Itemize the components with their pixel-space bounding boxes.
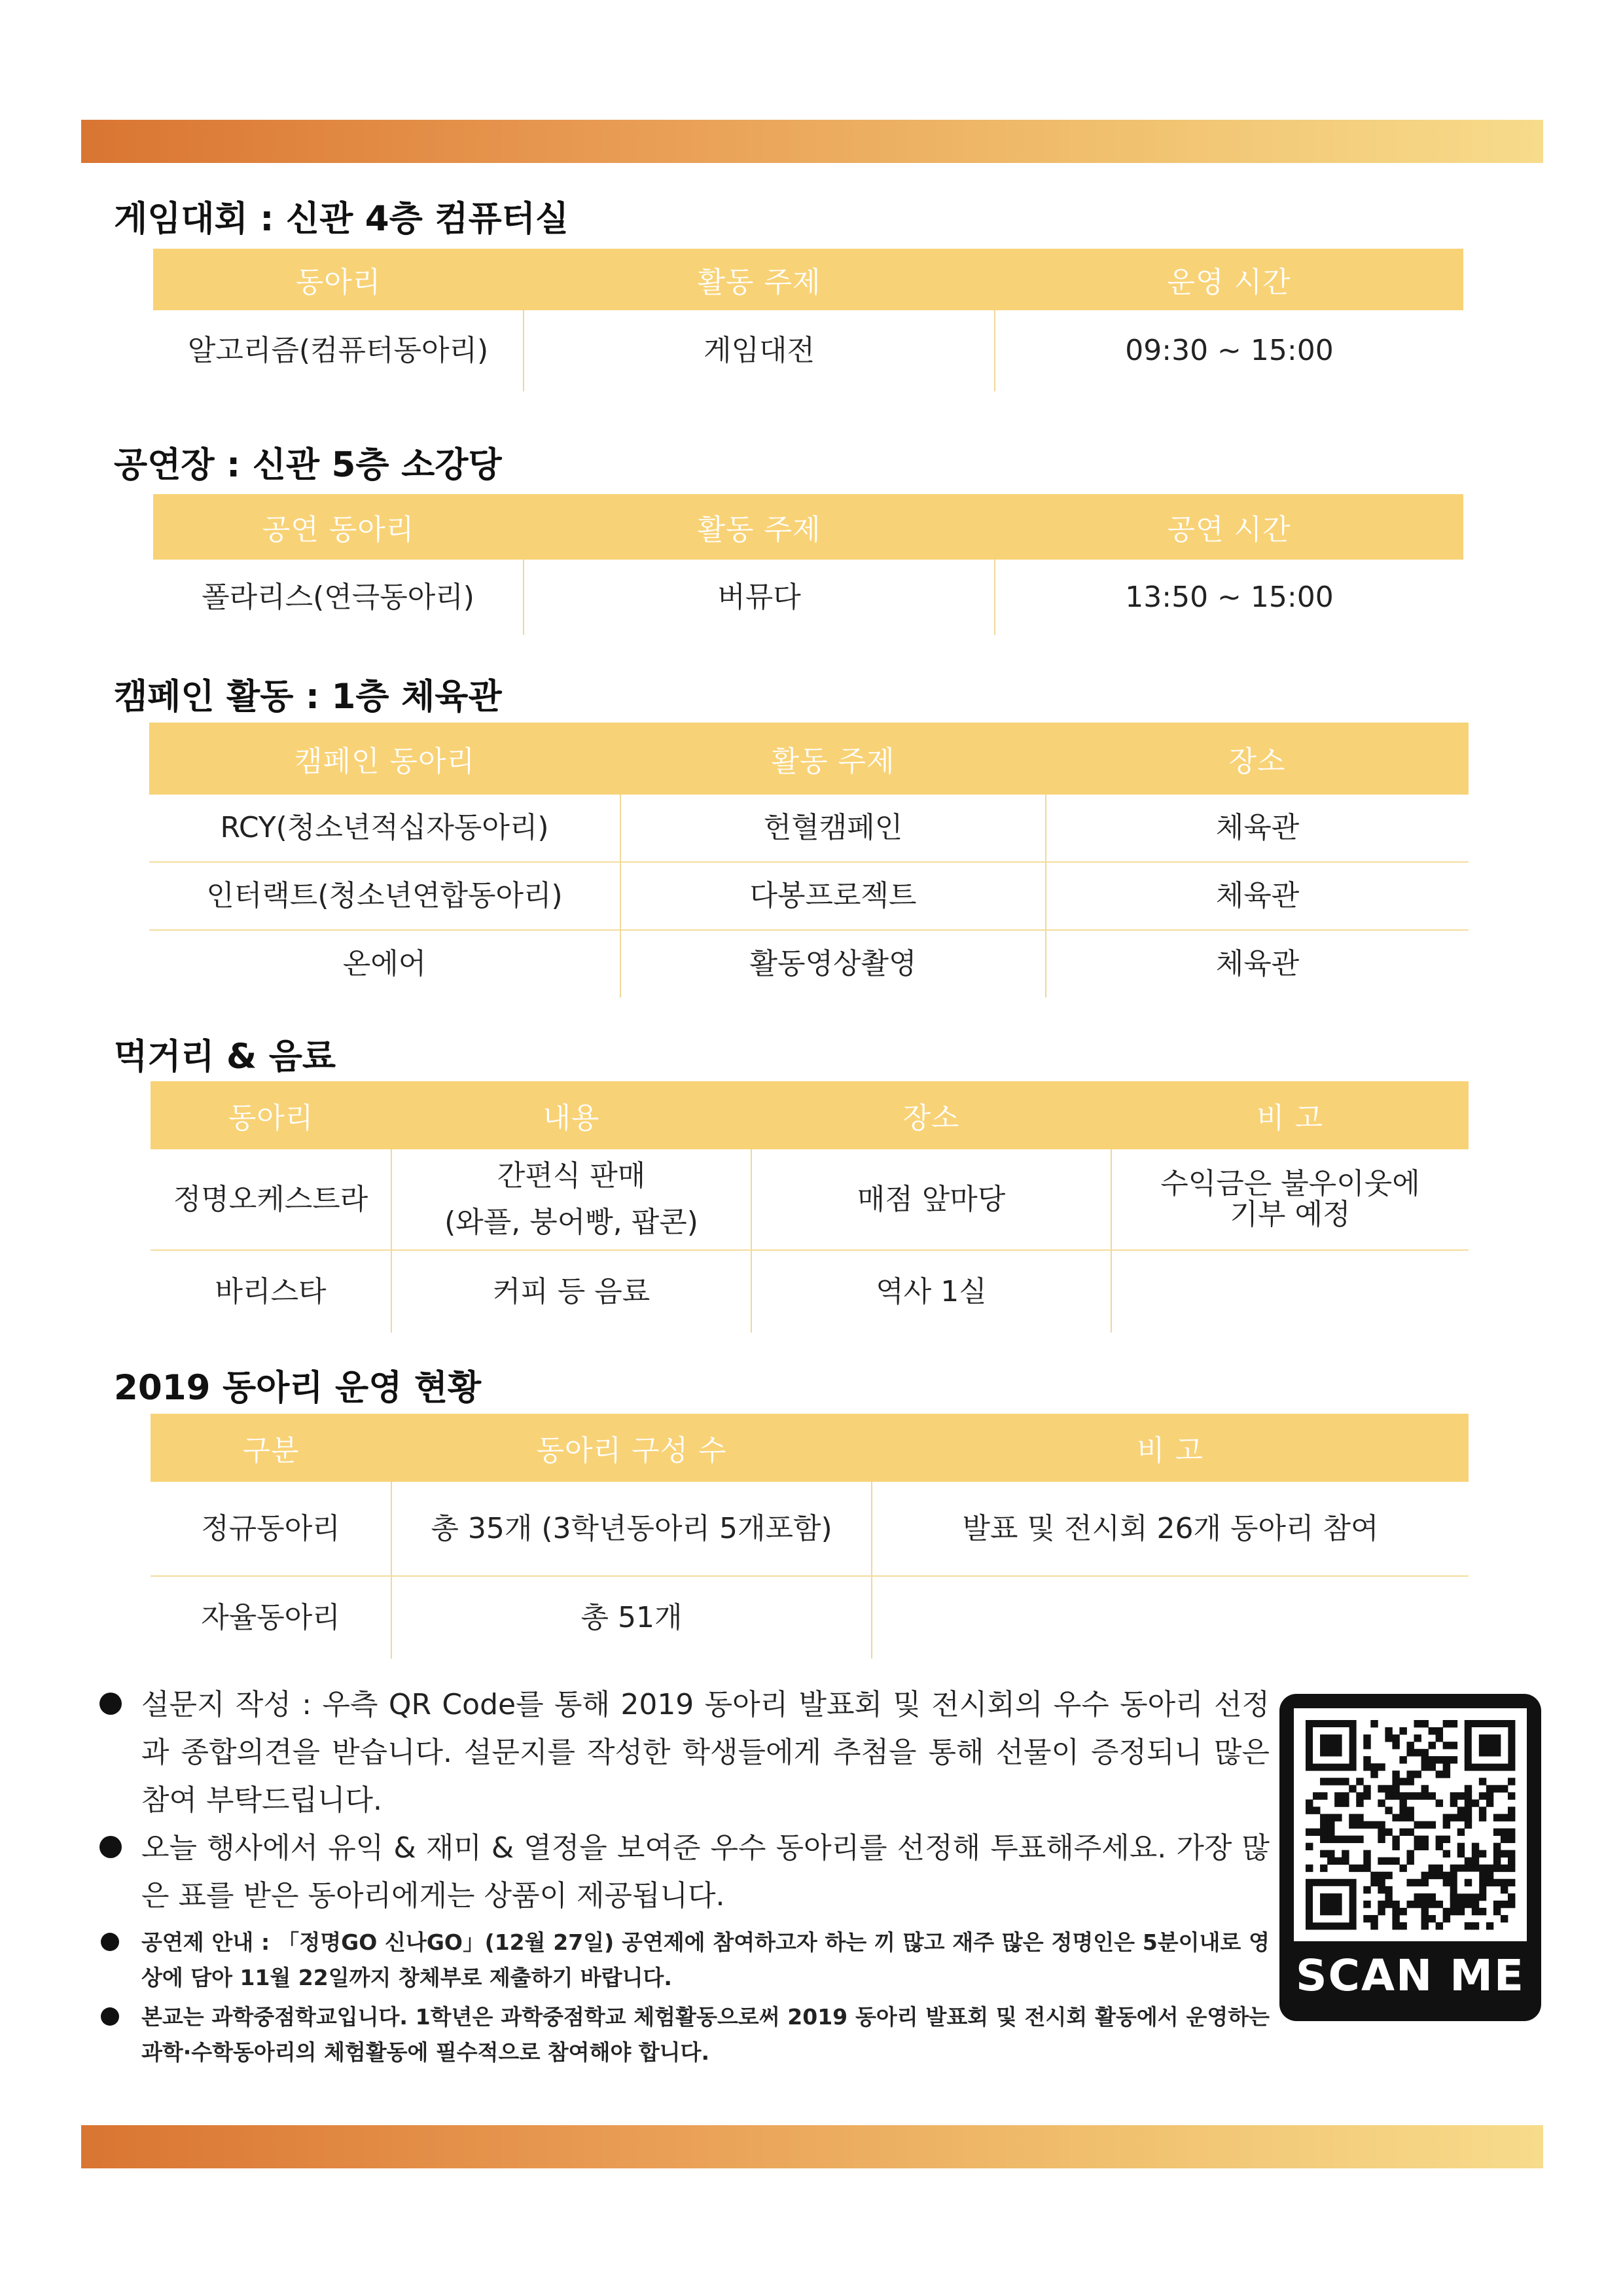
notice-survey [92,1681,1270,1824]
table-cell: 인터랙트(청소년연합동아리) [149,862,620,930]
table-row [149,930,1469,997]
status-table [151,1414,1469,1659]
qr-code-icon [1294,1708,1527,1941]
table-cell: 정명오케스트라 [151,1149,391,1250]
top-gradient-bar [81,120,1543,163]
table-row [151,1250,1469,1333]
table-cell: 역사 1실 [751,1250,1111,1333]
food-table [151,1081,1469,1333]
table-cell: 버뮤다 [524,560,995,635]
column-header: 공연 시간 [995,494,1463,560]
table-cell [391,1149,751,1250]
bullet-icon [101,1933,119,1951]
table-cell: 09:30 ~ 15:00 [995,310,1463,391]
table-row [151,1576,1469,1659]
notice-list [92,1681,1270,2070]
column-header: 캠페인 동아리 [149,723,620,795]
table-cell: RCY(청소년적십자동아리) [149,795,620,862]
notice-text: 설문지 작성 : 우측 QR Code를 통해 2019 동아리 발표회 및 전시회의 우수 동아리 선정과 종합의견을 받습니다. 설문지를 작성한 학생들에게 추첨을 통해 선물이 증정되니 많은 참여 부탁드립니다. [141,1688,1270,1817]
table-cell: 체육관 [1046,795,1469,862]
table-header-row [153,494,1463,560]
table-cell: 활동영상촬영 [620,930,1046,997]
table-cell [872,1576,1469,1659]
table-cell: 게임대전 [524,310,995,391]
table-row [149,862,1469,930]
column-header: 활동 주제 [524,494,995,560]
column-header: 구분 [151,1414,391,1482]
table-cell [1111,1149,1469,1250]
table-cell [1111,1250,1469,1333]
qr-code-card[interactable] [1279,1694,1541,2021]
section-title-stage: 공연장 : 신관 5층 소강당 [114,445,502,485]
scan-me-label: SCAN ME [1295,1950,1525,2001]
food-content-line-2: (와플, 붕어빵, 팝콘) [444,1205,698,1239]
game-table [153,249,1463,391]
column-header: 공연 동아리 [153,494,524,560]
table-cell: 발표 및 전시회 26개 동아리 참여 [872,1482,1469,1576]
notice-vote [92,1824,1270,1920]
table-header-row [153,249,1463,310]
table-cell: 알고리즘(컴퓨터동아리) [187,334,489,368]
notice-performance [92,1925,1270,1996]
column-header: 동아리 [151,1081,391,1149]
note-line-2: 기부 예정 [1230,1197,1351,1231]
column-header: 내용 [391,1081,751,1149]
table-cell: 커피 등 음료 [391,1250,751,1333]
column-header: 비 고 [872,1414,1469,1482]
table-row [153,310,1463,391]
bullet-icon [99,1836,122,1858]
table-row [149,795,1469,862]
table-cell: 폴라리스(연극동아리) [202,580,474,614]
notice-text: 오늘 행사에서 유익 & 재미 & 열정을 보여준 우수 동아리를 선정해 투표해주세요. 가장 많은 표를 받은 동아리에게는 상품이 제공됩니다. [141,1831,1270,1912]
bullet-icon [101,2007,119,2026]
table-cell: 정규동아리 [151,1482,391,1576]
table-cell: 체육관 [1046,862,1469,930]
bottom-gradient-bar [81,2125,1543,2168]
table-header-row [151,1414,1469,1482]
column-header: 활동 주제 [620,723,1046,795]
notice-text: 공연제 안내 : 「정명GO 신나GO」(12월 27일) 공연제에 참여하고자 하는 끼 많고 재주 많은 정명인은 5분이내로 영상에 담아 11월 22일까지 창체부로 제출하기 바랍니다. [141,1929,1270,1990]
notice-science [92,2000,1270,2070]
section-title-food: 먹거리 & 음료 [114,1037,336,1077]
table-cell: 총 51개 [391,1576,872,1659]
table-cell: 총 35개 (3학년동아리 5개포함) [391,1482,872,1576]
column-header: 장소 [751,1081,1111,1149]
food-content-line-1: 간편식 판매 [497,1159,646,1193]
section-title-game: 게임대회 : 신관 4층 컴퓨터실 [114,199,569,239]
table-cell: 헌혈캠페인 [620,795,1046,862]
table-cell: 자율동아리 [201,1600,340,1634]
section-title-campaign: 캠페인 활동 : 1층 체육관 [114,677,502,717]
column-header: 장소 [1046,723,1469,795]
column-header: 비 고 [1111,1081,1469,1149]
table-header-row [151,1081,1469,1149]
table-row [151,1482,1469,1576]
table-cell: 체육관 [1046,930,1469,997]
table-cell: 온에어 [342,947,427,981]
column-header: 동아리 구성 수 [391,1414,872,1482]
column-header: 동아리 [153,249,524,310]
table-cell: 다봉프로젝트 [620,862,1046,930]
section-title-status: 2019 동아리 운영 현황 [114,1368,482,1408]
table-header-row [149,723,1469,795]
table-cell: 13:50 ~ 15:00 [995,560,1463,635]
table-cell: 바리스타 [215,1274,327,1308]
note-line-1: 수익금은 불우이웃에 [1160,1167,1420,1201]
table-row [153,560,1463,635]
table-row [151,1149,1469,1250]
notice-text: 본교는 과학중점학교입니다. 1학년은 과학중점학교 체험활동으로써 2019 동아리 발표회 및 전시회 활동에서 운영하는 과학·수학동아리의 체험활동에 필수적으로 참여해야 합니다. [141,2004,1270,2065]
column-header: 운영 시간 [995,249,1463,310]
campaign-table [149,723,1469,997]
column-header: 활동 주제 [524,249,995,310]
stage-table [153,494,1463,635]
bullet-icon [99,1693,122,1715]
table-cell: 매점 앞마당 [751,1149,1111,1250]
